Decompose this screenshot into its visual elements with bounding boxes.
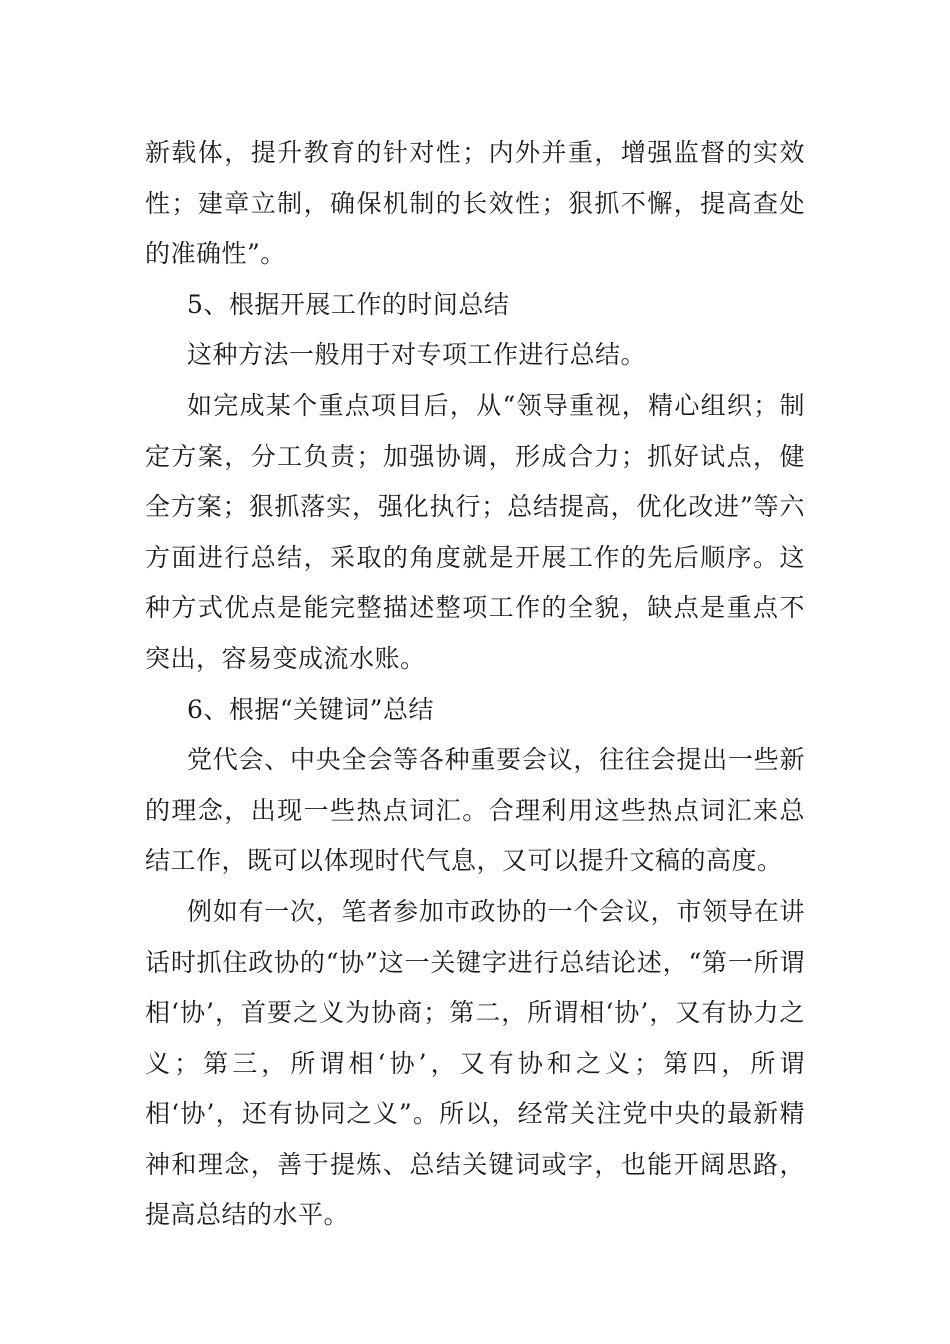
paragraph-keywords-example: 例如有一次，笔者参加市政协的一个会议，市领导在讲话时抓住政协的“协”这一关键字进行总结论述，“第一所谓相‘协’，首要之义为协商；第二，所谓相‘协’，又有协力之义；第三，所谓相‘协’，又有协和之义；第四，所谓相‘协’，还有协同之义”。所以，经常关注党中央的最新精神和理念，善于提炼、总结关键词或字，也能开阔思路，提高总结的水平。 <box>145 896 805 1230</box>
document-page <box>145 128 805 1241</box>
section-heading-5: 5、根据开展工作的时间总结 <box>187 289 510 319</box>
paragraph-method-usage: 这种方法一般用于对专项工作进行总结。 <box>187 340 647 370</box>
paragraph-continued: 新载体，提升教育的针对性；内外并重，增强监督的实效性；建章立制，确保机制的长效性；狠抓不懈，提高查处的准确性”。 <box>145 138 805 269</box>
paragraph-project-example: 如完成某个重点项目后，从“领导重视，精心组织；制定方案，分工负责；加强协调，形成合力；抓好试点，健全方案；狠抓落实，强化执行；总结提高，优化改进”等六方面进行总结，采取的角度就是开展工作的先后顺序。这种方式优点是能完整描述整项工作的全貌，缺点是重点不突出，容易变成流水账。 <box>145 390 805 673</box>
section-heading-6: 6、根据“关键词”总结 <box>187 694 434 724</box>
paragraph-keywords-intro: 党代会、中央全会等各种重要会议，往往会提出一些新的理念，出现一些热点词汇。合理利用这些热点词汇来总结工作，既可以体现时代气息，又可以提升文稿的高度。 <box>145 745 805 876</box>
